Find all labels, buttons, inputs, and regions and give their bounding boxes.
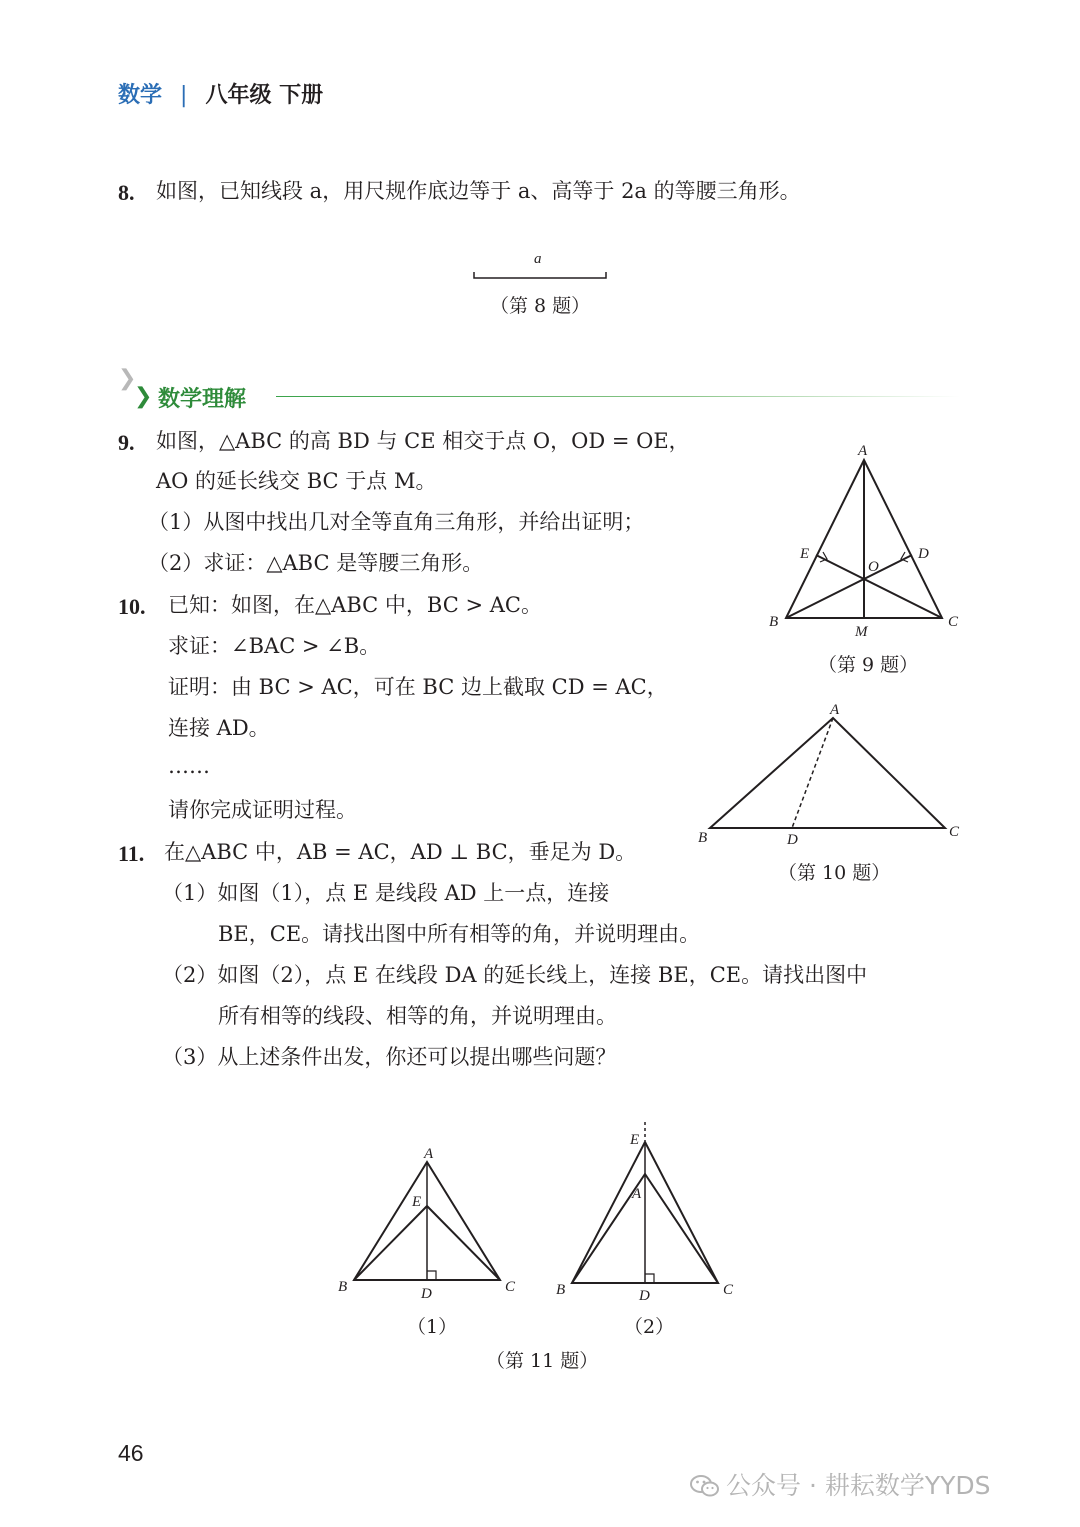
segment-a	[474, 272, 606, 278]
q8-segment-label: a	[534, 251, 542, 267]
section-arrow-icon: ❯	[134, 384, 153, 409]
q10-label-d: D	[787, 832, 798, 848]
q10-line4: 连接 AD。	[168, 716, 270, 740]
fig1-label-b: B	[338, 1279, 348, 1295]
q11-sub2b: 所有相等的线段、相等的角，并说明理由。	[218, 1004, 617, 1028]
q11-number: 11.	[118, 841, 145, 866]
fig2-label-b: B	[556, 1282, 566, 1298]
q9-label-d: D	[918, 546, 929, 562]
fig1-label-d: D	[421, 1286, 432, 1302]
q9-figure	[760, 438, 970, 648]
right-angle-mark-fig1	[427, 1271, 436, 1280]
page-header	[118, 78, 323, 109]
q9-label-c: C	[948, 614, 959, 630]
q9-label-b: B	[769, 614, 779, 630]
q11-sub3: （3）从上述条件出发，你还可以提出哪些问题？	[162, 1045, 617, 1069]
q9-line2: AO 的延长线交 BC 于点 M。	[156, 469, 437, 493]
q9-number: 9.	[118, 430, 135, 455]
q8-number: 8.	[118, 180, 135, 205]
altitude-ce	[816, 555, 942, 618]
q9-label-e: E	[800, 546, 810, 562]
segment-be-fig2	[572, 1142, 645, 1283]
q9-label-o: O	[868, 559, 879, 575]
q9-label-a: A	[858, 443, 868, 459]
header-divider: |	[180, 83, 188, 108]
fig2-label-c: C	[723, 1282, 734, 1298]
fig2-label-e: E	[630, 1132, 640, 1148]
q9-label-m: M	[855, 624, 868, 640]
q9-caption: （第 9 题）	[818, 654, 919, 676]
fig2-label-d: D	[639, 1288, 650, 1303]
q11-caption: （第 11 题）	[486, 1350, 599, 1372]
q8-caption: （第 8 题）	[490, 295, 591, 317]
q10-label-b: B	[698, 830, 708, 846]
fig1-label-a: A	[424, 1146, 434, 1162]
wechat-icon	[690, 1474, 720, 1498]
q8-text: 如图，已知线段 a，用尺规作底边等于 a、高等于 2a 的等腰三角形。	[156, 179, 801, 203]
fig1-label-c: C	[505, 1279, 516, 1295]
q10-label-a: A	[830, 702, 840, 718]
segment-ce-fig1	[427, 1206, 500, 1280]
q11-fig1-caption: （1）	[407, 1316, 458, 1338]
q10-line6: 请你完成证明过程。	[168, 798, 357, 822]
q11-figure-2	[548, 1118, 748, 1303]
grade-label: 八年级 下册	[205, 83, 324, 108]
segment-ce-fig2	[645, 1142, 718, 1283]
q10-line1: 已知：如图，在△ABC 中，BC > AC。	[168, 593, 542, 617]
section-chevron-icon: ❯	[118, 366, 137, 391]
q10-line5: ……	[168, 754, 210, 778]
q11-sub1a: （1）如图（1），点 E 是线段 AD 上一点，连接	[162, 881, 610, 905]
altitude-bd	[786, 555, 912, 618]
q9-line1: 如图，△ABC 的高 BD 与 CE 相交于点 O，OD = OE，	[156, 429, 690, 453]
q10-caption: （第 10 题）	[778, 862, 891, 884]
segment-be-fig1	[354, 1206, 427, 1280]
q8-figure	[466, 244, 616, 284]
section-title: 数学理解	[158, 387, 247, 412]
segment-ad	[792, 718, 833, 828]
q10-number: 10.	[118, 594, 146, 619]
q11-fig2-caption: （2）	[624, 1316, 675, 1338]
section-divider	[276, 396, 960, 397]
watermark-text: 公众号 · 耕耘数学YYDS	[726, 1471, 991, 1500]
q10-figure	[690, 696, 980, 856]
page-number: 46	[118, 1440, 144, 1466]
q11-line1: 在△ABC 中，AB = AC，AD ⊥ BC，垂足为 D。	[164, 840, 637, 864]
subject-label: 数学	[118, 83, 163, 108]
q11-sub1b: BE，CE。请找出图中所有相等的角，并说明理由。	[218, 922, 701, 946]
q11-sub2a: （2）如图（2），点 E 在线段 DA 的延长线上，连接 BE，CE。请找出图中	[162, 963, 868, 987]
watermark	[690, 1466, 991, 1502]
fig1-label-e: E	[412, 1194, 422, 1210]
q10-label-c: C	[949, 824, 960, 840]
q9-sub2: （2）求证：△ABC 是等腰三角形。	[148, 551, 484, 575]
right-angle-mark-fig2	[645, 1274, 654, 1283]
q10-line2: 求证：∠BAC > ∠B。	[168, 634, 381, 658]
fig2-label-a: A	[632, 1186, 642, 1202]
q10-line3: 证明：由 BC > AC，可在 BC 边上截取 CD = AC，	[168, 675, 668, 699]
q9-sub1: （1）从图中找出几对全等直角三角形，并给出证明；	[148, 510, 645, 534]
q11-figure-1	[330, 1140, 530, 1305]
